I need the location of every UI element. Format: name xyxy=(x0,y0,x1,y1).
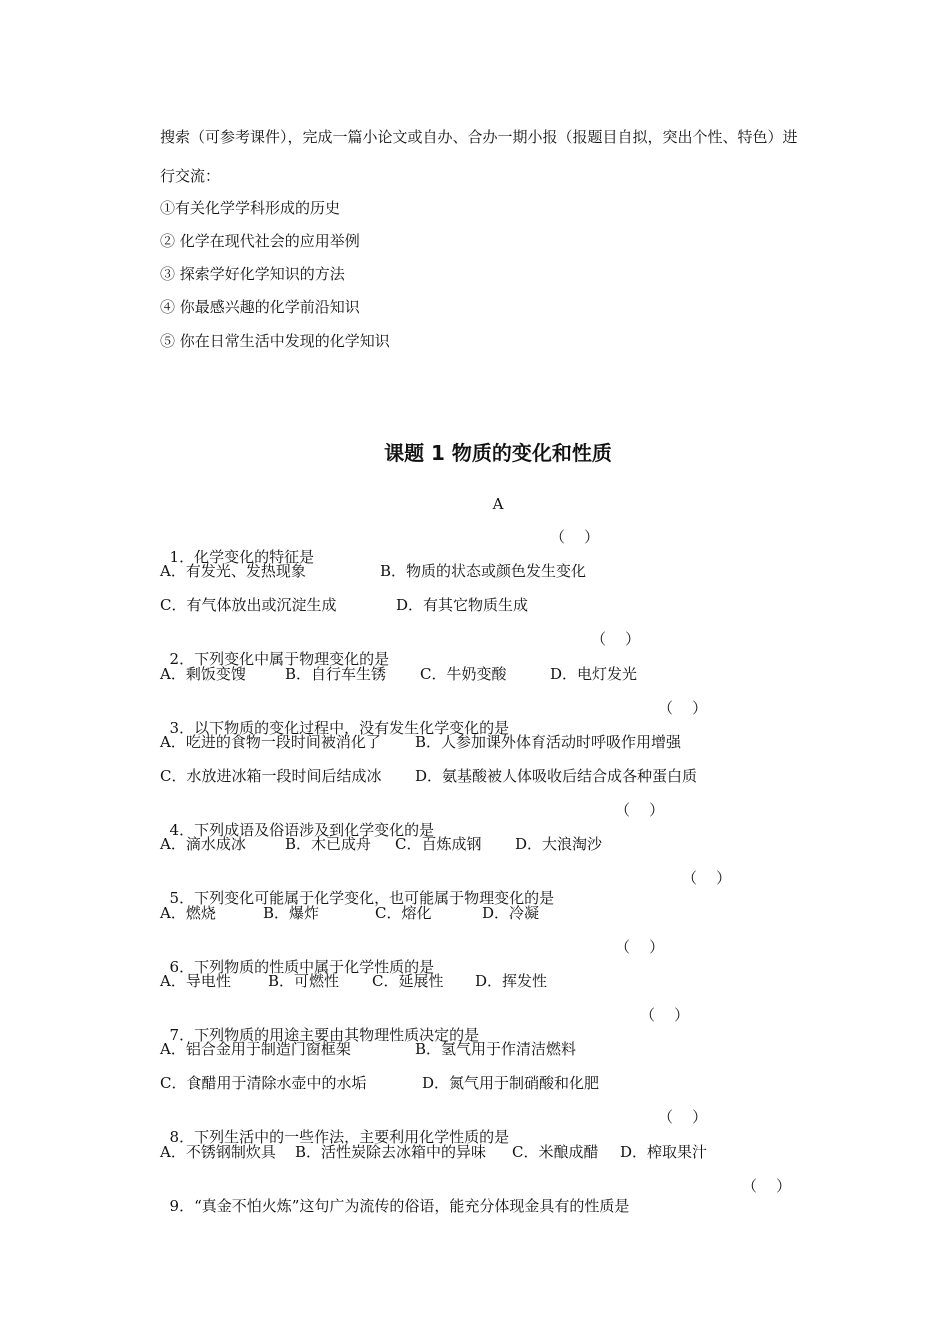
intro-line-2: 行交流： xyxy=(160,167,221,185)
option-c: C．延展性 xyxy=(372,972,444,990)
option-row xyxy=(160,903,860,923)
topic-item: ④ 你最感兴趣的化学前沿知识 xyxy=(160,298,360,316)
question-stem xyxy=(160,800,860,839)
option-a: A．有发光、发热现象 xyxy=(160,562,306,580)
question-stem xyxy=(160,698,860,737)
question-stem xyxy=(160,527,860,566)
option-a: A．燃烧 xyxy=(160,904,216,922)
answer-parens: （ ） xyxy=(591,630,641,648)
option-c: C．有气体放出或沉淀生成 xyxy=(160,596,337,614)
option-row xyxy=(160,766,860,786)
option-a: A．铝合金用于制造门窗框架 xyxy=(160,1040,351,1058)
answer-parens: （ ） xyxy=(640,1006,690,1024)
topic-item: ⑤ 你在日常生活中发现的化学知识 xyxy=(160,332,390,350)
option-b: B．物质的状态或颜色发生变化 xyxy=(380,562,587,580)
option-b: B．木已成舟 xyxy=(285,835,372,853)
option-c: C．熔化 xyxy=(375,904,432,922)
option-row xyxy=(160,664,860,684)
question-text: 4．下列成语及俗语涉及到化学变化的是 xyxy=(169,821,435,839)
answer-parens: （ ） xyxy=(615,938,665,956)
option-a: A．吃进的食物一段时间被消化了 xyxy=(160,733,381,751)
option-c: C．牛奶变酸 xyxy=(420,665,507,683)
intro-line-1: 搜索（可参考课件），完成一篇小论文或自办、合办一期小报（报题目自拟，突出个性、特色）进 xyxy=(160,128,798,146)
topic-item: ② 化学在现代社会的应用举例 xyxy=(160,232,360,250)
option-d: D．挥发性 xyxy=(475,972,548,990)
option-row xyxy=(160,971,860,991)
topic-item: ①有关化学学科形成的历史 xyxy=(160,199,341,217)
question-text: 5．下列变化可能属于化学变化，也可能属于物理变化的是 xyxy=(169,889,555,907)
option-b: B．可燃性 xyxy=(268,972,340,990)
option-b: B．爆炸 xyxy=(263,904,320,922)
answer-parens: （ ） xyxy=(682,869,732,887)
question-stem xyxy=(160,1107,860,1146)
answer-parens: （ ） xyxy=(615,801,665,819)
question-text: 7．下列物质的用途主要由其物理性质决定的是 xyxy=(169,1026,480,1044)
option-d: D．冷凝 xyxy=(482,904,540,922)
option-b: B．氢气用于作清洁燃料 xyxy=(415,1040,577,1058)
option-a: A．不锈钢制炊具 xyxy=(160,1143,276,1161)
question-stem xyxy=(160,629,860,668)
option-c: C．食醋用于清除水壶中的水垢 xyxy=(160,1074,367,1092)
answer-parens: （ ） xyxy=(742,1177,792,1195)
option-row xyxy=(160,1073,860,1093)
option-c: C．水放进冰箱一段时间后结成冰 xyxy=(160,767,382,785)
option-row xyxy=(160,732,860,752)
option-d: D．电灯发光 xyxy=(550,665,638,683)
option-c: C．百炼成钢 xyxy=(395,835,482,853)
option-d: D．氮气用于制硝酸和化肥 xyxy=(422,1074,600,1092)
topic-item: ③ 探索学好化学知识的方法 xyxy=(160,265,345,283)
option-d: D．榨取果汁 xyxy=(620,1143,708,1161)
option-b: B．活性炭除去冰箱中的异味 xyxy=(295,1143,487,1161)
option-c: C．米酿成醋 xyxy=(512,1143,599,1161)
option-row xyxy=(160,1039,860,1059)
option-d: D．大浪淘沙 xyxy=(515,835,603,853)
answer-parens: （ ） xyxy=(550,528,600,546)
option-a: A．剩饭变馊 xyxy=(160,665,246,683)
question-text: 2．下列变化中属于物理变化的是 xyxy=(169,650,390,668)
question-stem xyxy=(160,1176,860,1215)
question-stem xyxy=(160,868,860,907)
option-a: A．滴水成冰 xyxy=(160,835,246,853)
answer-parens: （ ） xyxy=(658,699,708,717)
question-stem xyxy=(160,937,860,976)
question-stem xyxy=(160,1005,860,1044)
answer-parens: （ ） xyxy=(658,1108,708,1126)
question-text: 6．下列物质的性质中属于化学性质的是 xyxy=(169,958,435,976)
option-b: B．人参加课外体育活动时呼吸作用增强 xyxy=(415,733,682,751)
question-text: 1．化学变化的特征是 xyxy=(169,548,315,566)
option-a: A．导电性 xyxy=(160,972,231,990)
question-text: 8．下列生活中的一些作法，主要利用化学性质的是 xyxy=(169,1128,510,1146)
option-row xyxy=(160,1142,860,1162)
option-d: D．有其它物质生成 xyxy=(396,596,529,614)
option-b: B．自行车生锈 xyxy=(285,665,387,683)
option-d: D．氨基酸被人体吸收后结合成各种蛋白质 xyxy=(415,767,698,785)
option-row xyxy=(160,561,860,581)
question-text: 3．以下物质的变化过程中，没有发生化学变化的是 xyxy=(169,719,510,737)
page-title: 课题 1 物质的变化和性质 xyxy=(384,441,612,465)
option-row xyxy=(160,834,860,854)
option-row xyxy=(160,595,860,615)
question-text: 9．“真金不怕火炼”这句广为流传的俗语，能充分体现金具有的性质是 xyxy=(169,1197,630,1215)
section-label: A xyxy=(492,495,504,513)
